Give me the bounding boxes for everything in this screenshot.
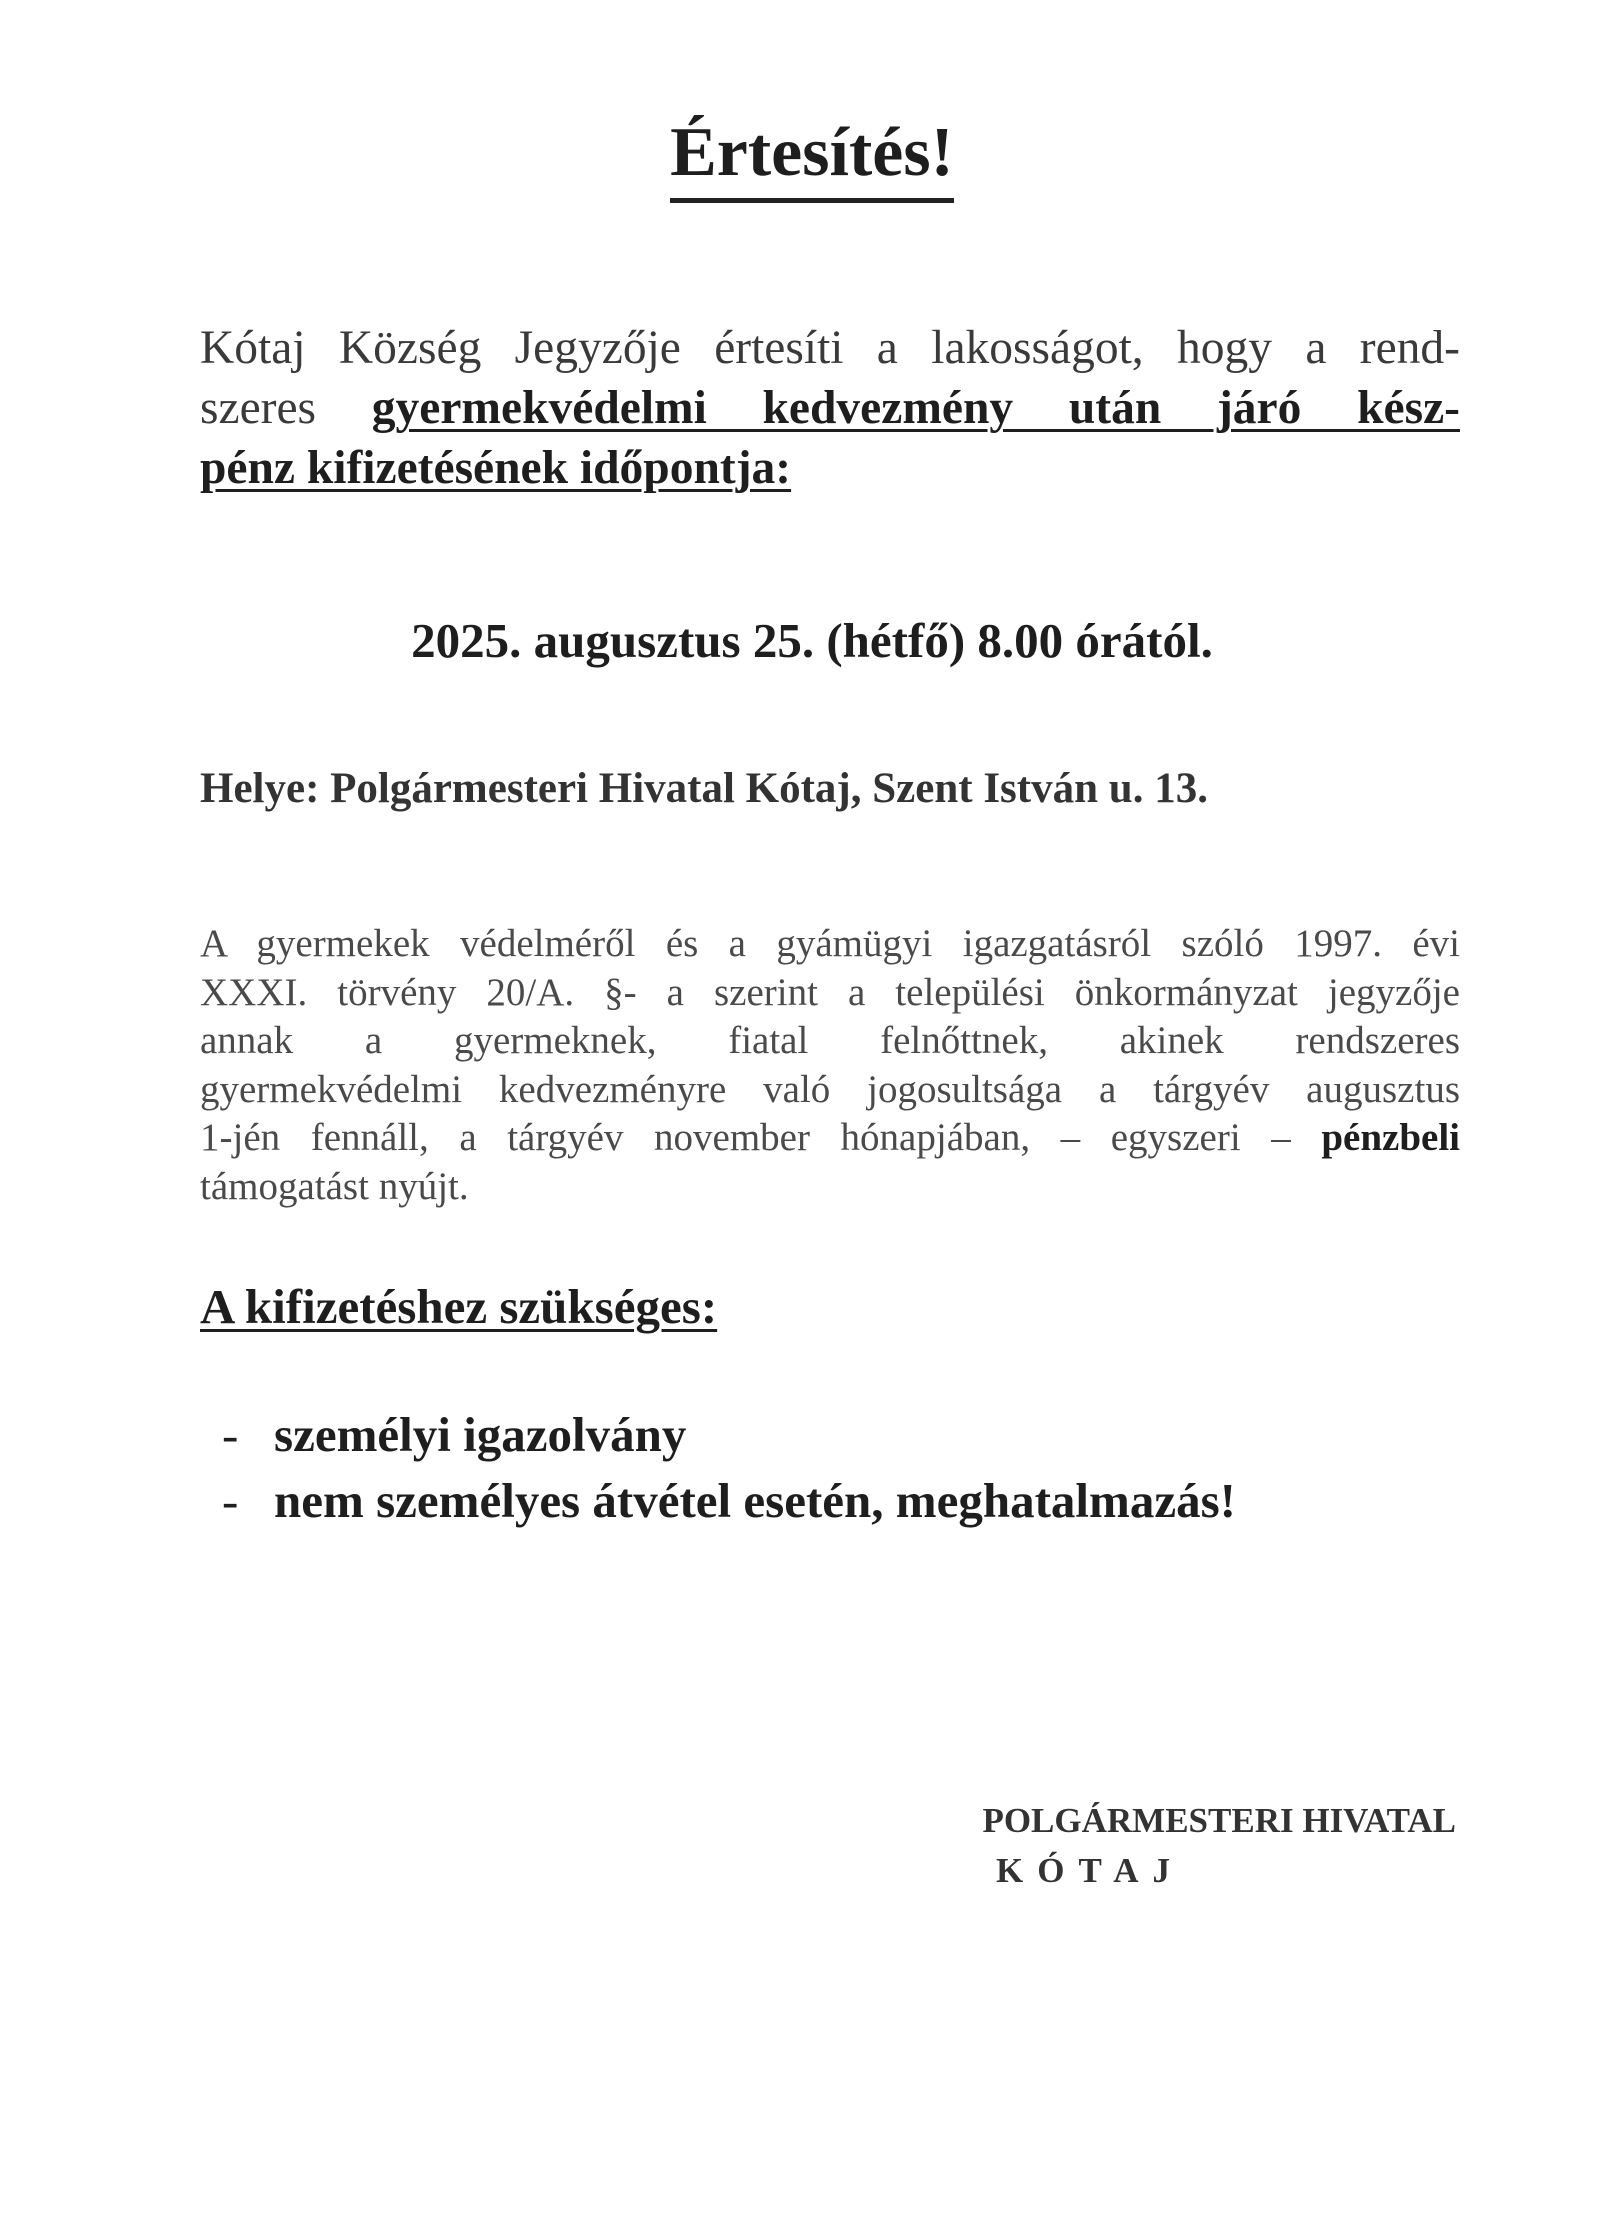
legal-line-2: XXXI. törvény 20/A. §- a szerint a települési önkormányzat jegyzője (200, 970, 1460, 1014)
list-item (222, 1468, 1236, 1534)
intro-line-3-underlined: pénz kifizetésének időpontja: (200, 442, 792, 494)
legal-line-5-text: 1-jén fennáll, a tárgyév november hónapjában, – egyszeri – (200, 1116, 1322, 1159)
list-dash: - (222, 1473, 239, 1528)
legal-line-6: támogatást nyújt. (200, 1164, 469, 1208)
legal-paragraph (200, 920, 1460, 1211)
requirements-heading: A kifizetéshez szükséges: (200, 1279, 718, 1334)
notice-title (0, 114, 1624, 203)
signature-office: POLGÁRMESTERI HIVATAL (982, 1801, 1456, 1840)
legal-line-5 (200, 1114, 1460, 1163)
notice-title-text: Értesítés! (670, 118, 954, 203)
intro-line-2-underlined: gyermekvédelmi kedvezmény után járó kész- (371, 382, 1460, 434)
list-dash: - (222, 1407, 239, 1462)
legal-line-5-bold: pénzbeli (1321, 1116, 1460, 1159)
legal-line-4: gyermekvédelmi kedvezményre való jogosultsága a tárgyév augusztus (200, 1067, 1460, 1111)
requirement-id-card: személyi igazolvány (274, 1407, 687, 1462)
signature-block (856, 1796, 1456, 1896)
list-item (222, 1402, 1236, 1468)
intro-line-3 (200, 438, 1460, 498)
signature-town: KÓTAJ (996, 1851, 1184, 1890)
requirement-authorization: nem személyes átvétel esetén, meghatalmazás! (274, 1473, 1236, 1528)
intro-line-2 (200, 378, 1460, 438)
intro-line-1: Kótaj Község Jegyzője értesíti a lakosságot, hogy a rend- (200, 322, 1460, 374)
payment-place: Helye: Polgármesteri Hivatal Kótaj, Szent István u. 13. (200, 765, 1208, 812)
legal-line-3: annak a gyermeknek, fiatal felnőttnek, akinek rendszeres (200, 1019, 1460, 1062)
legal-line-1: A gyermekek védelméről és a gyámügyi igazgatásról szóló 1997. évi (200, 922, 1460, 965)
requirements-list (222, 1402, 1236, 1534)
payment-date: 2025. augusztus 25. (hétfő) 8.00 órától. (411, 613, 1213, 668)
intro-paragraph (200, 318, 1460, 498)
intro-line-2-plain: szeres (200, 382, 372, 434)
